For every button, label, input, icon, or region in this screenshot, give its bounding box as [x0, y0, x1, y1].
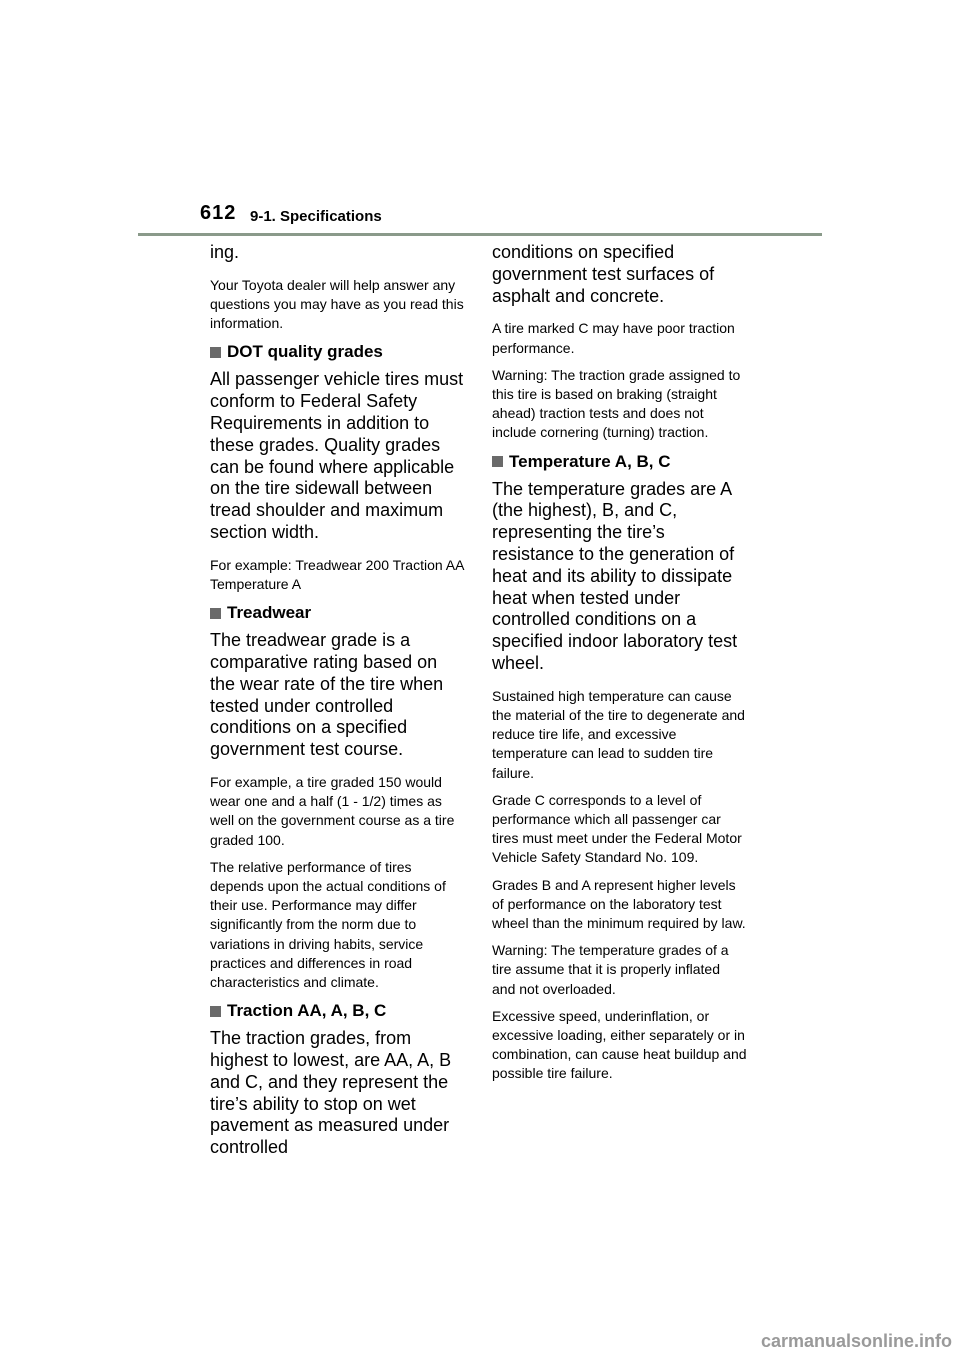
note: Warning: The temperature grades of a tire assume that it is properly inflated and not overloaded.	[492, 942, 729, 997]
paragraph: ing.	[210, 242, 240, 262]
note: Warning: The traction grade assigned to this tire is based on braking (straight ahead) traction tests and does not include cornering (turning) traction.	[492, 366, 741, 441]
page-header	[200, 202, 822, 234]
heading-dot-quality-grades: DOT quality grades	[210, 341, 465, 363]
left-column	[210, 242, 465, 1171]
square-bullet-icon	[492, 456, 503, 467]
heading-treadwear: Treadwear	[210, 602, 465, 624]
note: Excessive speed, underinflation, or excessive loading, either separately or in combination, can cause heat buildup and possible tire failure.	[492, 1007, 747, 1082]
note: Sustained high temperature can cause the material of the tire to degenerate and reduce tire life, and excessive temperature can lead to sudden tire failure.	[492, 687, 745, 781]
note: Grades B and A represent higher levels of performance on the laboratory test wheel than the minimum required by law.	[492, 876, 746, 932]
header-divider	[138, 233, 822, 236]
note: Your Toyota dealer will help answer any questions you may have as you read this information.	[210, 276, 464, 332]
right-column	[492, 242, 747, 1092]
square-bullet-icon	[210, 608, 221, 619]
paragraph: All passenger vehicle tires must conform to Federal Safety Requirements in addition to these grades. Quality grades can be found where applicable on the tire sidewall between tread shoulder and maximum section width.	[210, 369, 464, 542]
square-bullet-icon	[210, 1006, 221, 1017]
paragraph: The traction grades, from highest to lowest, are AA, A, B and C, and they represent the tire’s ability to stop on wet pavement as measured under controlled	[210, 1028, 452, 1158]
heading-temperature: Temperature A, B, C	[492, 451, 747, 473]
note: A tire marked C may have poor traction performance.	[492, 320, 735, 356]
watermark: carmanualsonline.info	[760, 1331, 952, 1351]
square-bullet-icon	[210, 347, 221, 358]
section-title: 9-1. Specifications	[250, 208, 382, 225]
paragraph: The temperature grades are A (the highest), B, and C, representing the tire’s resistance to the generation of heat and its ability to dissipate heat when tested under controlled conditions on a specified indoor laboratory test wheel.	[492, 478, 738, 673]
paragraph: The treadwear grade is a comparative rating based on the wear rate of the tire when tested under controlled conditions on a specified government test course.	[210, 630, 444, 760]
paragraph: conditions on specified government test surfaces of asphalt and concrete.	[492, 242, 715, 306]
page-number: 612	[200, 202, 237, 224]
note: For example, a tire graded 150 would wear one and a half (1 - 1/2) times as well on the government course as a tire graded 100.	[210, 773, 455, 848]
heading-traction: Traction AA, A, B, C	[210, 1000, 465, 1022]
note: For example: Treadwear 200 Traction AA Temperature A	[210, 556, 464, 592]
note: The relative performance of tires depends upon the actual conditions of their use. Performance may differ significantly from the norm due to variations in driving habits, service practices and differences in road characteristics and climate.	[210, 858, 446, 990]
note: Grade C corresponds to a level of performance which all passenger car tires must meet under the Federal Motor Vehicle Safety Standard No. 109.	[492, 791, 742, 866]
